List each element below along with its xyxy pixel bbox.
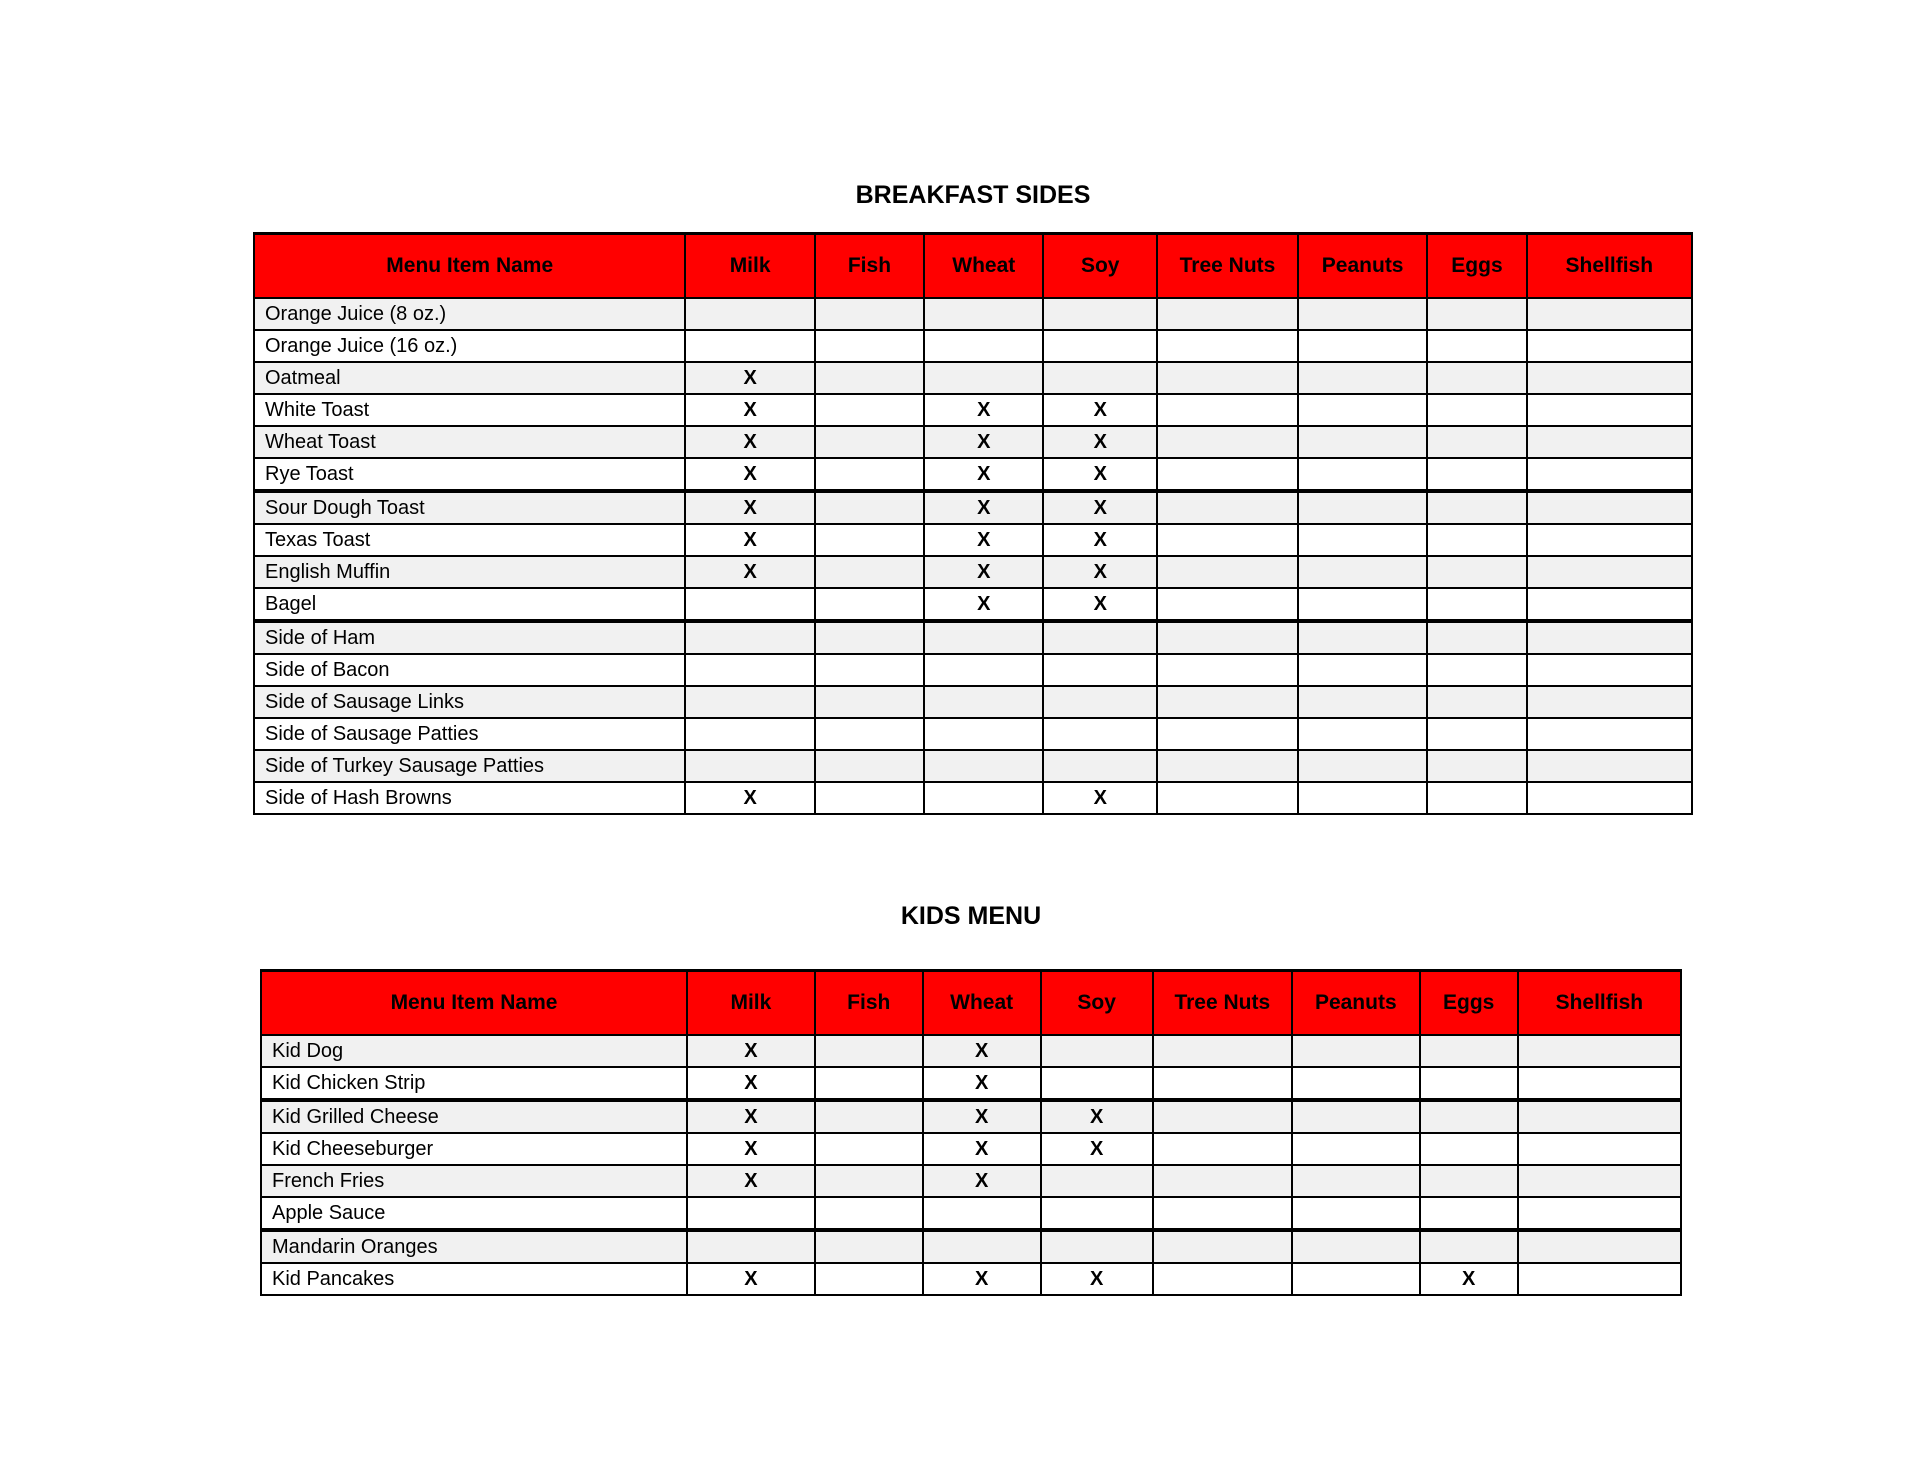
- allergen-empty-cell: [685, 686, 814, 718]
- allergen-empty-cell: [685, 621, 814, 654]
- menu-item-name-cell: Mandarin Oranges: [261, 1230, 687, 1263]
- allergen-mark-cell: X: [687, 1263, 815, 1295]
- table-row: [261, 1165, 1681, 1197]
- allergen-empty-cell: [1292, 1067, 1420, 1100]
- allergen-empty-cell: [924, 621, 1043, 654]
- allergen-empty-cell: [1298, 524, 1427, 556]
- allergen-empty-cell: [1527, 782, 1692, 814]
- allergen-mark-cell: X: [685, 362, 814, 394]
- allergen-empty-cell: [1518, 1165, 1681, 1197]
- allergen-empty-cell: [1527, 458, 1692, 491]
- table-row: [254, 654, 1692, 686]
- menu-item-name-cell: Apple Sauce: [261, 1197, 687, 1230]
- allergen-mark-cell: X: [924, 524, 1043, 556]
- allergen-empty-cell: [1292, 1100, 1420, 1133]
- allergen-mark-cell: X: [1043, 394, 1157, 426]
- table-row: [254, 524, 1692, 556]
- menu-item-name-cell: Side of Sausage Links: [254, 686, 685, 718]
- menu-item-name-cell: English Muffin: [254, 556, 685, 588]
- allergen-empty-cell: [1292, 1035, 1420, 1067]
- allergen-empty-cell: [1157, 458, 1298, 491]
- allergen-mark-cell: X: [685, 556, 814, 588]
- allergen-empty-cell: [815, 588, 924, 621]
- allergen-empty-cell: [815, 1263, 923, 1295]
- allergen-empty-cell: [685, 298, 814, 330]
- allergen-empty-cell: [1153, 1263, 1292, 1295]
- allergen-empty-cell: [685, 718, 814, 750]
- allergen-empty-cell: [1427, 750, 1526, 782]
- allergen-empty-cell: [685, 654, 814, 686]
- allergen-empty-cell: [1043, 298, 1157, 330]
- allergen-empty-cell: [1157, 750, 1298, 782]
- allergen-empty-cell: [1292, 1133, 1420, 1165]
- allergen-empty-cell: [1527, 362, 1692, 394]
- allergen-empty-cell: [1153, 1035, 1292, 1067]
- allergen-empty-cell: [1298, 718, 1427, 750]
- allergen-empty-cell: [1427, 298, 1526, 330]
- allergen-empty-cell: [1298, 621, 1427, 654]
- allergen-empty-cell: [1298, 750, 1427, 782]
- menu-item-name-cell: Side of Ham: [254, 621, 685, 654]
- allergen-mark-cell: X: [923, 1165, 1041, 1197]
- allergen-empty-cell: [1298, 458, 1427, 491]
- menu-item-name-cell: Side of Turkey Sausage Patties: [254, 750, 685, 782]
- allergen-mark-cell: X: [685, 491, 814, 524]
- header-row: [254, 234, 1692, 299]
- allergen-empty-cell: [1043, 621, 1157, 654]
- allergen-empty-cell: [687, 1230, 815, 1263]
- allergen-mark-cell: X: [924, 458, 1043, 491]
- allergen-empty-cell: [1427, 362, 1526, 394]
- allergen-mark-cell: X: [685, 426, 814, 458]
- menu-item-column-header: Menu Item Name: [261, 971, 687, 1036]
- allergen-empty-cell: [1298, 298, 1427, 330]
- allergen-empty-cell: [1527, 621, 1692, 654]
- menu-item-name-cell: Side of Sausage Patties: [254, 718, 685, 750]
- table-row: [254, 718, 1692, 750]
- allergen-mark-cell: X: [1041, 1133, 1153, 1165]
- allergen-column-header: Milk: [685, 234, 814, 299]
- table-row: [254, 588, 1692, 621]
- allergen-mark-cell: X: [687, 1067, 815, 1100]
- allergen-mark-cell: X: [923, 1067, 1041, 1100]
- allergen-empty-cell: [1298, 588, 1427, 621]
- allergen-mark-cell: X: [687, 1035, 815, 1067]
- section-title-kids-menu: KIDS MENU: [900, 902, 1042, 930]
- allergen-mark-cell: X: [1043, 458, 1157, 491]
- allergen-empty-cell: [1153, 1100, 1292, 1133]
- table-row: [254, 330, 1692, 362]
- allergen-empty-cell: [924, 782, 1043, 814]
- allergen-empty-cell: [924, 718, 1043, 750]
- allergen-empty-cell: [1527, 588, 1692, 621]
- table-row: [254, 362, 1692, 394]
- allergen-empty-cell: [1427, 491, 1526, 524]
- allergen-mark-cell: X: [924, 556, 1043, 588]
- allergen-empty-cell: [1157, 330, 1298, 362]
- allergen-mark-cell: X: [685, 394, 814, 426]
- allergen-empty-cell: [1157, 362, 1298, 394]
- allergen-empty-cell: [1157, 718, 1298, 750]
- allergen-empty-cell: [815, 654, 924, 686]
- table-row: [261, 1035, 1681, 1067]
- allergen-empty-cell: [1427, 621, 1526, 654]
- allergen-empty-cell: [1292, 1197, 1420, 1230]
- allergen-mark-cell: X: [924, 588, 1043, 621]
- table-row: [254, 750, 1692, 782]
- allergen-empty-cell: [815, 718, 924, 750]
- table-row: [261, 1067, 1681, 1100]
- menu-item-name-cell: Texas Toast: [254, 524, 685, 556]
- allergen-mark-cell: X: [923, 1263, 1041, 1295]
- menu-item-name-cell: Bagel: [254, 588, 685, 621]
- allergen-column-header: Eggs: [1427, 234, 1526, 299]
- allergen-empty-cell: [1157, 654, 1298, 686]
- allergen-empty-cell: [1527, 524, 1692, 556]
- allergen-empty-cell: [924, 654, 1043, 686]
- allergen-empty-cell: [924, 686, 1043, 718]
- allergen-column-header: Peanuts: [1292, 971, 1420, 1036]
- allergen-column-header: Tree Nuts: [1153, 971, 1292, 1036]
- allergen-empty-cell: [1043, 718, 1157, 750]
- menu-item-name-cell: French Fries: [261, 1165, 687, 1197]
- allergen-empty-cell: [1420, 1067, 1518, 1100]
- allergen-empty-cell: [1527, 654, 1692, 686]
- allergen-mark-cell: X: [924, 491, 1043, 524]
- allergen-empty-cell: [1427, 556, 1526, 588]
- allergen-empty-cell: [1527, 686, 1692, 718]
- allergen-empty-cell: [815, 458, 924, 491]
- allergen-empty-cell: [1427, 330, 1526, 362]
- allergen-empty-cell: [1518, 1197, 1681, 1230]
- allergen-empty-cell: [1527, 394, 1692, 426]
- table-row: [254, 458, 1692, 491]
- allergen-empty-cell: [1041, 1230, 1153, 1263]
- allergen-empty-cell: [924, 362, 1043, 394]
- table-row: [254, 782, 1692, 814]
- allergen-empty-cell: [1420, 1230, 1518, 1263]
- menu-item-name-cell: Kid Pancakes: [261, 1263, 687, 1295]
- allergen-empty-cell: [815, 1133, 923, 1165]
- menu-item-name-cell: Sour Dough Toast: [254, 491, 685, 524]
- allergen-empty-cell: [1157, 621, 1298, 654]
- menu-item-name-cell: Side of Bacon: [254, 654, 685, 686]
- menu-item-name-cell: Orange Juice (8 oz.): [254, 298, 685, 330]
- allergen-empty-cell: [1157, 686, 1298, 718]
- allergen-empty-cell: [1298, 782, 1427, 814]
- allergen-empty-cell: [815, 426, 924, 458]
- allergen-column-header: Shellfish: [1527, 234, 1692, 299]
- allergen-empty-cell: [1157, 782, 1298, 814]
- allergen-empty-cell: [685, 330, 814, 362]
- allergen-empty-cell: [815, 750, 924, 782]
- allergen-mark-cell: X: [1041, 1263, 1153, 1295]
- menu-item-name-cell: Kid Cheeseburger: [261, 1133, 687, 1165]
- allergen-mark-cell: X: [685, 458, 814, 491]
- allergen-empty-cell: [815, 1067, 923, 1100]
- allergen-empty-cell: [1527, 556, 1692, 588]
- allergen-empty-cell: [1153, 1133, 1292, 1165]
- allergen-mark-cell: X: [1043, 491, 1157, 524]
- allergen-mark-cell: X: [687, 1165, 815, 1197]
- header-row: [261, 971, 1681, 1036]
- allergen-empty-cell: [1527, 298, 1692, 330]
- allergen-empty-cell: [815, 362, 924, 394]
- allergen-empty-cell: [1041, 1165, 1153, 1197]
- allergen-empty-cell: [1292, 1263, 1420, 1295]
- allergen-empty-cell: [1153, 1230, 1292, 1263]
- allergen-mark-cell: X: [687, 1133, 815, 1165]
- allergen-empty-cell: [1527, 491, 1692, 524]
- table-row: [254, 556, 1692, 588]
- table-row: [254, 426, 1692, 458]
- menu-item-name-cell: Kid Grilled Cheese: [261, 1100, 687, 1133]
- allergen-empty-cell: [815, 298, 924, 330]
- allergen-empty-cell: [1041, 1197, 1153, 1230]
- allergen-mark-cell: X: [924, 394, 1043, 426]
- allergen-column-header: Shellfish: [1518, 971, 1681, 1036]
- allergen-empty-cell: [1157, 524, 1298, 556]
- allergen-empty-cell: [815, 394, 924, 426]
- kids-menu-allergen-table: [260, 969, 1682, 1296]
- allergen-empty-cell: [1298, 394, 1427, 426]
- allergen-empty-cell: [1298, 330, 1427, 362]
- allergen-column-header: Fish: [815, 971, 923, 1036]
- menu-item-name-cell: Orange Juice (16 oz.): [254, 330, 685, 362]
- section-title-breakfast-sides: BREAKFAST SIDES: [855, 181, 1091, 209]
- allergen-column-header: Tree Nuts: [1157, 234, 1298, 299]
- table-row: [261, 1133, 1681, 1165]
- menu-item-name-cell: Wheat Toast: [254, 426, 685, 458]
- allergen-empty-cell: [1157, 426, 1298, 458]
- allergen-mark-cell: X: [923, 1100, 1041, 1133]
- menu-item-name-cell: Side of Hash Browns: [254, 782, 685, 814]
- allergen-empty-cell: [1292, 1165, 1420, 1197]
- allergen-mark-cell: X: [1420, 1263, 1518, 1295]
- table-row: [254, 686, 1692, 718]
- allergen-empty-cell: [1153, 1197, 1292, 1230]
- menu-item-name-cell: White Toast: [254, 394, 685, 426]
- allergen-mark-cell: X: [1043, 556, 1157, 588]
- allergen-empty-cell: [923, 1230, 1041, 1263]
- allergen-empty-cell: [1041, 1067, 1153, 1100]
- table-row: [261, 1230, 1681, 1263]
- table-row: [261, 1263, 1681, 1295]
- allergen-column-header: Soy: [1043, 234, 1157, 299]
- allergen-empty-cell: [815, 491, 924, 524]
- allergen-column-header: Milk: [687, 971, 815, 1036]
- allergen-empty-cell: [815, 621, 924, 654]
- menu-item-name-cell: Rye Toast: [254, 458, 685, 491]
- allergen-empty-cell: [815, 556, 924, 588]
- allergen-mark-cell: X: [685, 782, 814, 814]
- allergen-mark-cell: X: [1043, 524, 1157, 556]
- allergen-column-header: Fish: [815, 234, 924, 299]
- allergen-empty-cell: [1298, 686, 1427, 718]
- allergen-empty-cell: [1153, 1067, 1292, 1100]
- allergen-empty-cell: [1518, 1067, 1681, 1100]
- allergen-mark-cell: X: [685, 524, 814, 556]
- allergen-mark-cell: X: [1043, 782, 1157, 814]
- allergen-empty-cell: [1527, 750, 1692, 782]
- allergen-mark-cell: X: [1041, 1100, 1153, 1133]
- allergen-empty-cell: [1298, 491, 1427, 524]
- breakfast-sides-allergen-table: [253, 232, 1693, 815]
- allergen-empty-cell: [1427, 394, 1526, 426]
- allergen-empty-cell: [1527, 718, 1692, 750]
- allergen-empty-cell: [1527, 426, 1692, 458]
- allergen-empty-cell: [1420, 1197, 1518, 1230]
- allergen-empty-cell: [1427, 524, 1526, 556]
- allergen-empty-cell: [1157, 298, 1298, 330]
- allergen-empty-cell: [924, 298, 1043, 330]
- allergen-empty-cell: [1157, 394, 1298, 426]
- allergen-empty-cell: [815, 782, 924, 814]
- allergen-empty-cell: [1527, 330, 1692, 362]
- menu-item-name-cell: Kid Dog: [261, 1035, 687, 1067]
- allergen-empty-cell: [1298, 654, 1427, 686]
- allergen-empty-cell: [815, 1230, 923, 1263]
- allergen-empty-cell: [1420, 1100, 1518, 1133]
- allergen-empty-cell: [1043, 750, 1157, 782]
- allergen-empty-cell: [924, 330, 1043, 362]
- allergen-column-header: Soy: [1041, 971, 1153, 1036]
- allergen-empty-cell: [1292, 1230, 1420, 1263]
- allergen-empty-cell: [1157, 491, 1298, 524]
- table-row: [254, 298, 1692, 330]
- allergen-empty-cell: [1157, 588, 1298, 621]
- allergen-empty-cell: [1518, 1263, 1681, 1295]
- allergen-empty-cell: [1427, 654, 1526, 686]
- kids-menu-section: [260, 901, 1682, 1296]
- allergen-mark-cell: X: [1043, 426, 1157, 458]
- allergen-empty-cell: [815, 1100, 923, 1133]
- allergen-empty-cell: [685, 750, 814, 782]
- allergen-empty-cell: [1518, 1133, 1681, 1165]
- table-row: [254, 491, 1692, 524]
- allergen-empty-cell: [1427, 426, 1526, 458]
- allergen-empty-cell: [1518, 1035, 1681, 1067]
- allergen-empty-cell: [815, 1035, 923, 1067]
- allergen-empty-cell: [1043, 654, 1157, 686]
- allergen-mark-cell: X: [923, 1035, 1041, 1067]
- menu-item-name-cell: Kid Chicken Strip: [261, 1067, 687, 1100]
- allergen-empty-cell: [1157, 556, 1298, 588]
- allergen-empty-cell: [923, 1197, 1041, 1230]
- allergen-empty-cell: [1427, 718, 1526, 750]
- allergen-empty-cell: [1298, 362, 1427, 394]
- allergen-empty-cell: [1298, 556, 1427, 588]
- table-row: [261, 1100, 1681, 1133]
- allergen-empty-cell: [815, 524, 924, 556]
- allergen-empty-cell: [1427, 458, 1526, 491]
- allergen-mark-cell: X: [923, 1133, 1041, 1165]
- table-row: [261, 1197, 1681, 1230]
- allergen-empty-cell: [1420, 1035, 1518, 1067]
- menu-item-column-header: Menu Item Name: [254, 234, 685, 299]
- allergen-empty-cell: [1518, 1230, 1681, 1263]
- allergen-mark-cell: X: [1043, 588, 1157, 621]
- allergen-empty-cell: [1518, 1100, 1681, 1133]
- allergen-empty-cell: [1043, 330, 1157, 362]
- allergen-empty-cell: [1153, 1165, 1292, 1197]
- allergen-empty-cell: [1043, 686, 1157, 718]
- allergen-empty-cell: [685, 588, 814, 621]
- breakfast-sides-section: [253, 180, 1693, 815]
- table-row: [254, 621, 1692, 654]
- allergen-empty-cell: [815, 686, 924, 718]
- allergen-empty-cell: [1427, 782, 1526, 814]
- allergen-column-header: Wheat: [923, 971, 1041, 1036]
- table-row: [254, 394, 1692, 426]
- allergen-mark-cell: X: [924, 426, 1043, 458]
- allergen-empty-cell: [924, 750, 1043, 782]
- menu-item-name-cell: Oatmeal: [254, 362, 685, 394]
- allergen-mark-cell: X: [687, 1100, 815, 1133]
- allergen-empty-cell: [687, 1197, 815, 1230]
- allergen-empty-cell: [815, 1165, 923, 1197]
- allergen-column-header: Peanuts: [1298, 234, 1427, 299]
- allergen-column-header: Wheat: [924, 234, 1043, 299]
- allergen-empty-cell: [1427, 588, 1526, 621]
- allergen-empty-cell: [1298, 426, 1427, 458]
- allergen-empty-cell: [1420, 1133, 1518, 1165]
- allergen-empty-cell: [1427, 686, 1526, 718]
- allergen-empty-cell: [815, 330, 924, 362]
- allergen-empty-cell: [1043, 362, 1157, 394]
- allergen-empty-cell: [1041, 1035, 1153, 1067]
- allergen-column-header: Eggs: [1420, 971, 1518, 1036]
- allergen-empty-cell: [1420, 1165, 1518, 1197]
- allergen-empty-cell: [815, 1197, 923, 1230]
